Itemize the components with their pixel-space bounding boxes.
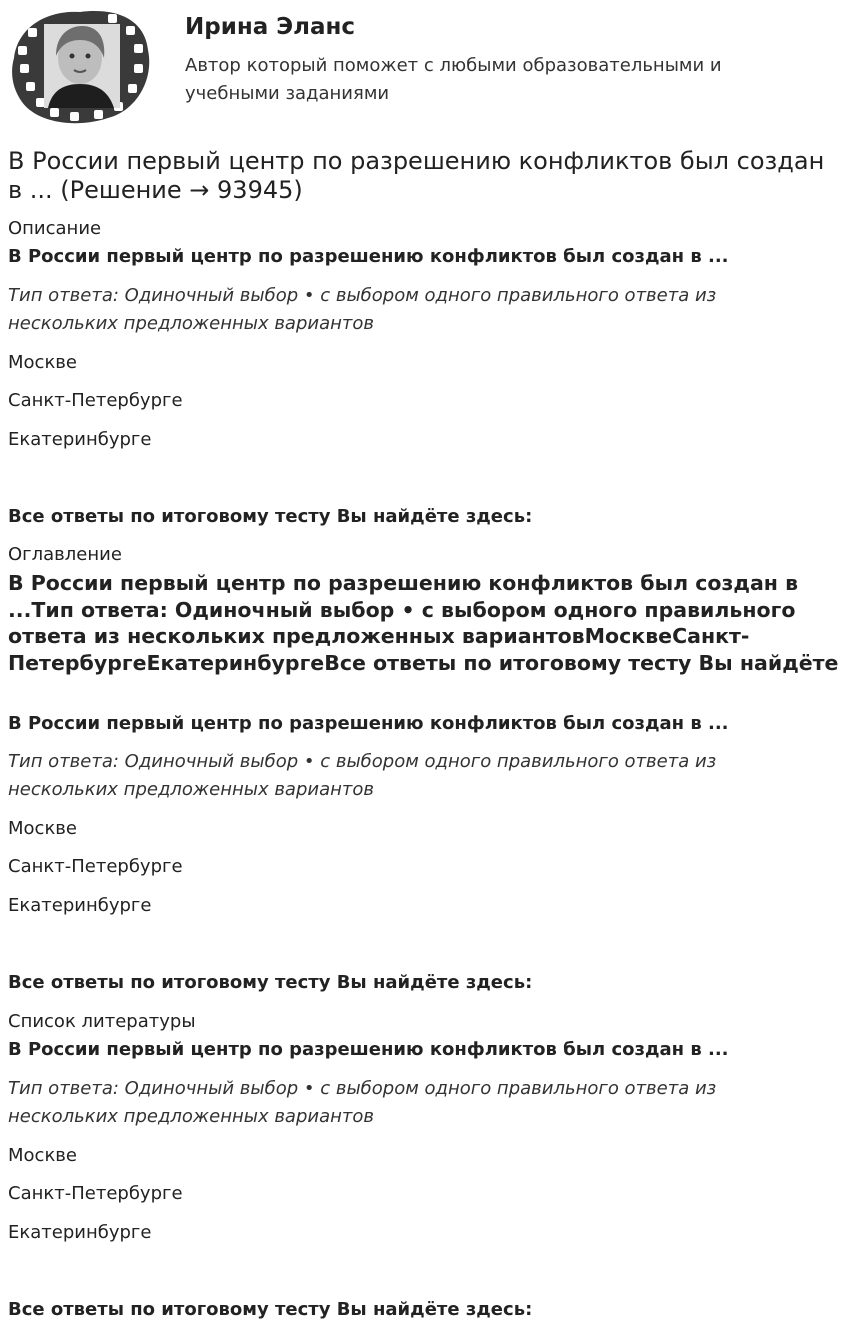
lit-all-answers-text: Все ответы по итоговому тесту Вы найдёте здесь: bbox=[8, 1299, 533, 1320]
lit-option-spb: Санкт-Петербурге bbox=[8, 1183, 183, 1204]
lit-option-moscow: Москве bbox=[8, 1145, 77, 1166]
author-avatar bbox=[8, 6, 152, 126]
literature-label: Список литературы bbox=[8, 1011, 196, 1032]
option-ekb: Екатеринбурге bbox=[8, 429, 152, 450]
question-text: В России первый центр по разрешению конфликтов был создан в ... bbox=[8, 246, 729, 267]
toc-option-spb: Санкт-Петербурге bbox=[8, 856, 183, 877]
all-answers-text: Все ответы по итоговому тесту Вы найдёте здесь: bbox=[8, 506, 533, 527]
page-title: В России первый центр по разрешению конфликтов был создан в ... (Решение → 93945) bbox=[8, 147, 825, 204]
toc-label: Оглавление bbox=[8, 544, 122, 565]
lit-answer-type: Тип ответа: Одиночный выбор • с выбором одного правильного ответа из нескольких предложенных вариантов bbox=[8, 1078, 717, 1127]
toc-all-answers-text: Все ответы по итоговому тесту Вы найдёте здесь: bbox=[8, 972, 533, 993]
lit-question-text: В России первый центр по разрешению конфликтов был создан в ... bbox=[8, 1039, 729, 1060]
toc-question-text: В России первый центр по разрешению конфликтов был создан в ... bbox=[8, 713, 729, 734]
description-label: Описание bbox=[8, 218, 102, 239]
toc-option-moscow: Москве bbox=[8, 818, 77, 839]
lit-option-ekb: Екатеринбурге bbox=[8, 1222, 152, 1243]
option-spb: Санкт-Петербурге bbox=[8, 390, 183, 411]
author-description: Автор который поможет с любыми образовательными и учебными заданиями bbox=[185, 55, 722, 104]
answer-type: Тип ответа: Одиночный выбор • с выбором одного правильного ответа из нескольких предложенных вариантов bbox=[8, 285, 717, 334]
option-moscow: Москве bbox=[8, 352, 77, 373]
toc-option-ekb: Екатеринбурге bbox=[8, 895, 152, 916]
toc-answer-type: Тип ответа: Одиночный выбор • с выбором одного правильного ответа из нескольких предложенных вариантов bbox=[8, 751, 717, 800]
author-block bbox=[8, 6, 838, 126]
author-name: Ирина Эланс bbox=[185, 14, 356, 40]
toc-link[interactable]: В России первый центр по разрешению конфликтов был создан в ...Тип ответа: Одиночный выбор • с выбором одного правильного ответа из нескольких предложенных вариантовМосквеСанкт-ПетербургеЕкатеринбургеВсе ответы по итоговому тесту Вы найдёте bbox=[8, 571, 839, 675]
